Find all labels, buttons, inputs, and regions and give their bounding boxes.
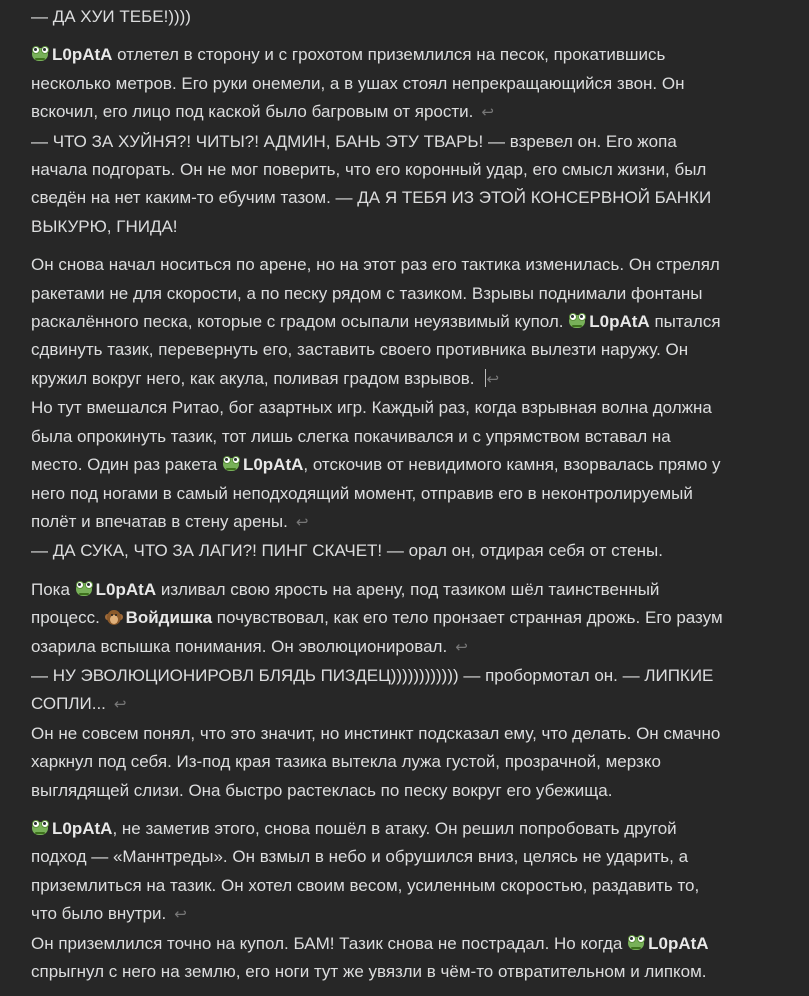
user-mention[interactable]: L0pAtA bbox=[52, 45, 113, 65]
text-fragment: отлетел в сторону и с грохотом приземлился на песок, прокатившись bbox=[112, 45, 666, 65]
frog-face-icon bbox=[31, 45, 49, 63]
text-line: — ЧТО ЗА ХУЙНЯ?! ЧИТЫ?! АДМИН, БАНЬ ЭТУ ТВАРЬ! — взревел он. Его жопа bbox=[31, 131, 677, 151]
text-fragment: , не заметив этого, снова пошёл в атаку. Он решил попробовать другой bbox=[112, 818, 677, 838]
user-mention[interactable]: L0pAtA bbox=[52, 818, 113, 838]
text-line bbox=[31, 308, 781, 336]
text-line: сведён на нет каким-то ебучим тазом. — ДА Я ТЕБЯ ИЗ ЭТОЙ КОНСЕРВНОЙ БАНКИ bbox=[31, 188, 712, 208]
frog-face-icon bbox=[75, 580, 93, 598]
return-arrow-icon: ↩ bbox=[295, 513, 309, 531]
user-mention[interactable]: L0pAtA bbox=[242, 455, 304, 475]
user-mention[interactable]: L0pAtA bbox=[95, 579, 157, 599]
text-fragment: раскалённого песка, которые с градом осыпали неуязвимый купол. bbox=[31, 312, 569, 332]
frog-face-icon bbox=[627, 934, 645, 952]
document-body bbox=[31, 3, 781, 996]
text-fragment: место. Один раз ракета bbox=[31, 455, 222, 475]
user-mention[interactable]: L0pAtA bbox=[648, 933, 709, 953]
return-arrow-icon: ↩ bbox=[174, 906, 187, 924]
return-arrow-icon: ↩ bbox=[455, 638, 468, 656]
text-fragment: СОПЛИ... bbox=[31, 694, 106, 714]
frog-face-icon bbox=[568, 312, 586, 330]
text-fragment: , отскочив от невидимого камня, взорвалась прямо у bbox=[303, 455, 721, 475]
text-line bbox=[31, 576, 781, 604]
user-mention[interactable]: Войдишка bbox=[125, 608, 213, 628]
return-arrow-icon: ↩ bbox=[113, 696, 127, 714]
text-line bbox=[31, 41, 781, 69]
text-line bbox=[31, 930, 781, 958]
text-line bbox=[31, 900, 781, 929]
text-line: — ДА СУКА, ЧТО ЗА ЛАГИ?! ПИНГ СКАЧЕТ! — орал он, отдирая себя от стены. bbox=[31, 541, 663, 561]
monkey-face-icon bbox=[105, 608, 123, 626]
text-line: харкнул под себя. Из-под края тазика вытекла лужа густой, прозрачной, мерзко bbox=[31, 752, 661, 772]
text-fragment: Он приземлился точно на купол. БАМ! Тазик снова не пострадал. Но когда bbox=[31, 933, 628, 953]
text-fragment: почувствовал, как его тело пронзает странная дрожь. Его разум bbox=[212, 608, 723, 628]
text-line: спрыгнул с него на землю, его ноги тут же увязли в чём-то отвратительном и липком. bbox=[31, 962, 707, 981]
paragraph-4 bbox=[31, 576, 781, 805]
text-line bbox=[31, 451, 781, 479]
text-line: была опрокинуть тазик, тот лишь слегка покачивался и с упрямством вставал на bbox=[31, 426, 671, 446]
text-line bbox=[31, 98, 781, 127]
text-line: несколько метров. Его руки онемели, а в ушах стоял непрекращающийся звон. Он bbox=[31, 73, 685, 93]
text-line: него под ногами в самый неподходящий момент, отправив его в неконтролируемый bbox=[31, 483, 693, 503]
text-fragment: пытался bbox=[649, 312, 721, 332]
text-line bbox=[31, 633, 781, 662]
text-fragment: процесс. bbox=[31, 608, 105, 628]
text-line: — НУ ЭВОЛЮЦИОНИРОВЛ БЛЯДЬ ПИЗДЕЦ)))))))))))) — пробормотал он. — ЛИПКИЕ bbox=[31, 665, 714, 685]
text-line bbox=[31, 815, 781, 843]
return-arrow-icon: ↩ bbox=[486, 370, 500, 388]
text-line: приземлиться на тазик. Он хотел своим весом, усиленным скоростью, раздавить то, bbox=[31, 875, 700, 895]
paragraph-2 bbox=[31, 41, 781, 241]
text-line: подход — «Маннтреды». Он взмыл в небо и обрушился вниз, целясь не ударить, а bbox=[31, 847, 689, 867]
text-fragment: что было внутри. bbox=[31, 904, 167, 924]
frog-face-icon bbox=[222, 455, 240, 473]
return-arrow-icon: ↩ bbox=[481, 104, 494, 122]
text-line bbox=[31, 365, 781, 394]
text-line: ВЫКУРЮ, ГНИДА! bbox=[31, 216, 178, 236]
text-cursor bbox=[485, 369, 486, 387]
text-fragment: полёт и впечатав в стену арены. bbox=[31, 511, 288, 531]
paragraph-3 bbox=[31, 251, 781, 565]
text-fragment: озарила вспышка понимания. Он эволюционировал. bbox=[31, 636, 448, 656]
text-line: выглядящей слизи. Она быстро растеклась по песку вокруг его убежища. bbox=[31, 780, 613, 800]
text-line: начала подгорать. Он не мог поверить, что его коронный удар, его смысл жизни, был bbox=[31, 160, 707, 180]
frog-face-icon bbox=[31, 819, 49, 837]
text-line: Но тут вмешался Ритао, бог азартных игр. Каждый раз, когда взрывная волна должна bbox=[31, 398, 712, 418]
text-line bbox=[31, 690, 781, 719]
text-fragment: Пока bbox=[31, 579, 75, 599]
paragraph-5 bbox=[31, 815, 781, 986]
text-line: сдвинуть тазик, перевернуть его, заставить своего противника вылезти наружу. Он bbox=[31, 340, 689, 360]
text-line: — ДА ХУИ ТЕБЕ!)))) bbox=[31, 7, 191, 26]
text-fragment: вскочил, его лицо под каской было багровым от ярости. bbox=[31, 102, 474, 122]
text-fragment: кружил вокруг него, как акула, поливая градом взрывов. bbox=[31, 368, 475, 388]
text-line bbox=[31, 604, 781, 632]
text-line bbox=[31, 508, 781, 537]
text-line: ракетами не для скорости, а по песку рядом с тазиком. Взрывы поднимали фонтаны bbox=[31, 283, 703, 303]
text-fragment: изливал свою ярость на арену, под тазиком шёл таинственный bbox=[156, 579, 660, 599]
paragraph-1 bbox=[31, 3, 781, 31]
user-mention[interactable]: L0pAtA bbox=[589, 312, 650, 332]
text-line: Он не совсем понял, что это значит, но инстинкт подсказал ему, что делать. Он смачно bbox=[31, 723, 721, 743]
text-line: Он снова начал носиться по арене, но на этот раз его тактика изменилась. Он стрелял bbox=[31, 255, 720, 275]
